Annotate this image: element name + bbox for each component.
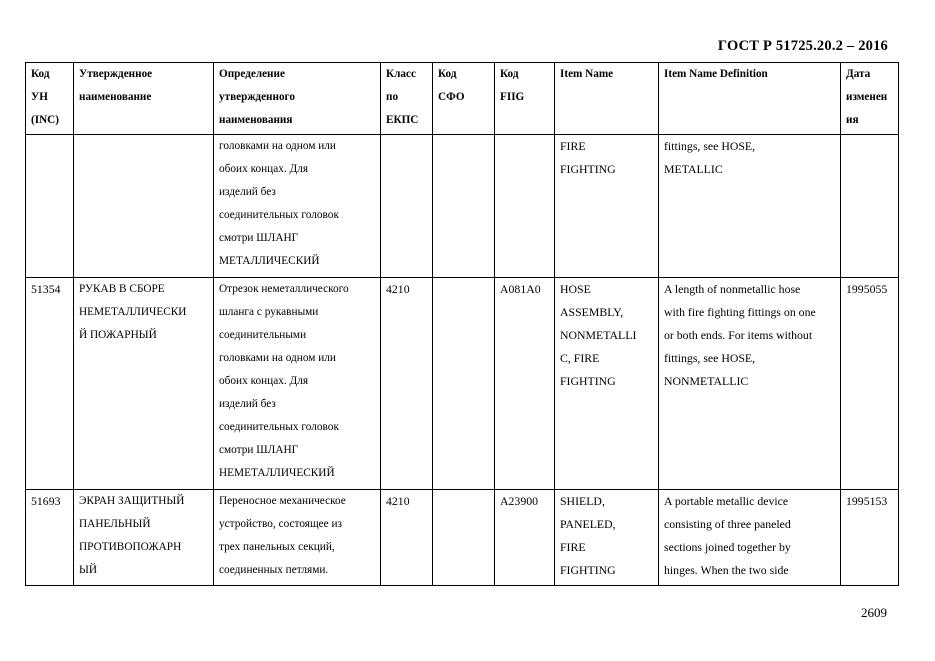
col-header-fiig: Код FIIG — [495, 63, 555, 135]
cell-definition: Отрезок неметаллического шланга с рукавными соединительными головками на одном или обоих концах. Для изделий без соединительных головок смотри ШЛАНГ НЕМЕТАЛЛИЧЕСКИЙ — [214, 278, 381, 490]
cell-item-name: SHIELD, PANELED, FIRE FIGHTING — [555, 490, 659, 586]
cell-change-date — [841, 135, 899, 278]
cell-approved-name — [74, 135, 214, 278]
cell-fiig: A23900 — [495, 490, 555, 586]
cell-approved-name: ЭКРАН ЗАЩИТНЫЙ ПАНЕЛЬНЫЙ ПРОТИВОПОЖАРН ЫЙ — [74, 490, 214, 586]
col-header-item-name-definition: Item Name Definition — [659, 63, 841, 135]
cell-fiig: A081A0 — [495, 278, 555, 490]
table-row — [26, 490, 899, 586]
cell-class: 4210 — [381, 490, 433, 586]
cell-inc — [26, 135, 74, 278]
table-row — [26, 135, 899, 278]
col-header-change-date: Дата изменен ия — [841, 63, 899, 135]
cell-inc: 51693 — [26, 490, 74, 586]
cell-approved-name: РУКАВ В СБОРЕ НЕМЕТАЛЛИЧЕСКИ Й ПОЖАРНЫЙ — [74, 278, 214, 490]
cell-item-name-definition: A length of nonmetallic hose with fire fighting fittings on one or both ends. For items without fittings, see HOSE, NONMETALLIC — [659, 278, 841, 490]
table-row — [26, 278, 899, 490]
cell-definition: головками на одном или обоих концах. Для изделий без соединительных головок смотри ШЛАНГ МЕТАЛЛИЧЕСКИЙ — [214, 135, 381, 278]
col-header-approved-name: Утвержденное наименование — [74, 63, 214, 135]
col-header-definition: Определение утвержденного наименования — [214, 63, 381, 135]
col-header-inc: Код УН (INC) — [26, 63, 74, 135]
col-header-class: Класс по ЕКПС — [381, 63, 433, 135]
cell-definition: Переносное механическое устройство, состоящее из трех панельных секций, соединенных петлями. — [214, 490, 381, 586]
cell-item-name: HOSE ASSEMBLY, NONMETALLI C, FIRE FIGHTING — [555, 278, 659, 490]
cell-sfo — [433, 135, 495, 278]
cell-item-name-definition: fittings, see HOSE, METALLIC — [659, 135, 841, 278]
col-header-sfo: Код СФО — [433, 63, 495, 135]
cell-item-name-definition: A portable metallic device consisting of three paneled sections joined together by hinges. When the two side — [659, 490, 841, 586]
cell-sfo — [433, 278, 495, 490]
nomenclature-table — [25, 62, 899, 586]
cell-class — [381, 135, 433, 278]
document-header: ГОСТ Р 51725.20.2 – 2016 — [717, 38, 888, 54]
col-header-item-name: Item Name — [555, 63, 659, 135]
cell-class: 4210 — [381, 278, 433, 490]
cell-item-name: FIRE FIGHTING — [555, 135, 659, 278]
cell-fiig — [495, 135, 555, 278]
page-number: 2609 — [861, 605, 887, 620]
cell-inc: 51354 — [26, 278, 74, 490]
cell-change-date: 1995055 — [841, 278, 899, 490]
cell-sfo — [433, 490, 495, 586]
cell-change-date: 1995153 — [841, 490, 899, 586]
table-header-row — [26, 63, 899, 135]
